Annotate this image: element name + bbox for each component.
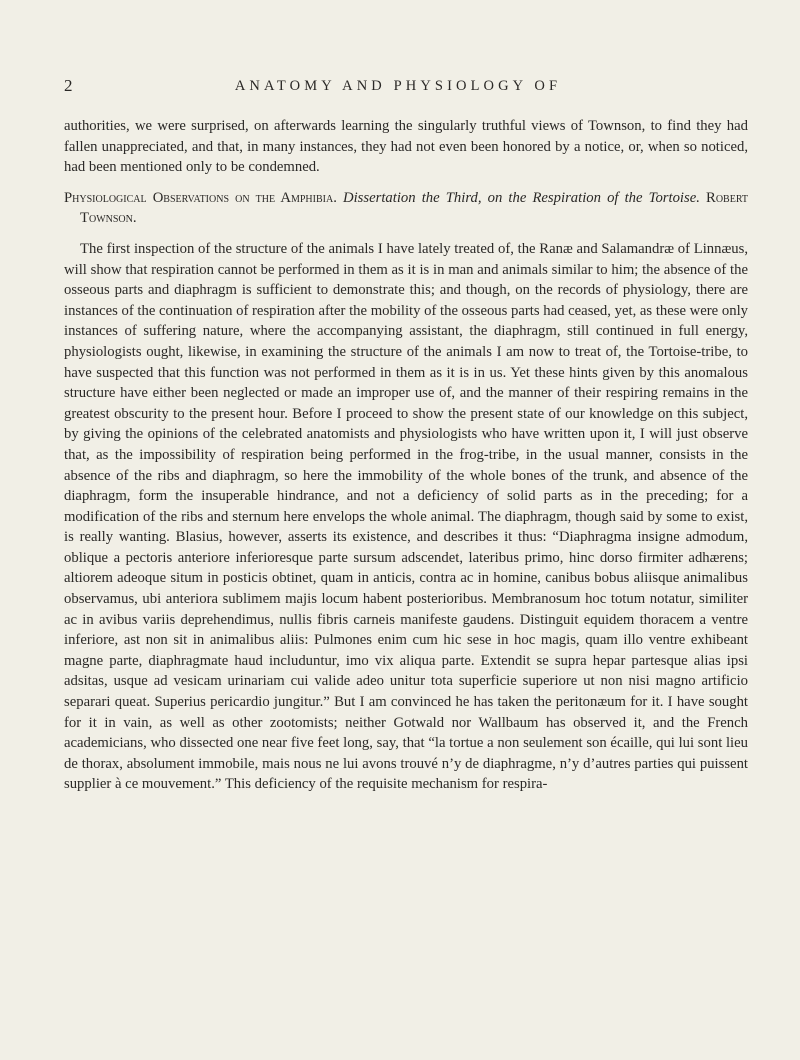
body-text [64, 116, 748, 795]
running-title: ANATOMY AND PHYSIOLOGY OF [234, 78, 562, 94]
running-head [64, 76, 744, 100]
intro-paragraph: authorities, we were surprised, on afterwards learning the singularly truthful views of Townson, to find they had fallen unappreciated, and that, in many instances, they had not even been honored by a notice, or, when so noticed, had been mentioned only to be condemned. [64, 118, 748, 176]
section-heading [64, 188, 748, 229]
main-paragraph: The first inspection of the structure of the animals I have lately treated of, the Ranæ and Salamandræ of Linnæus, will show that respiration cannot be performed in them as it is in man and animals similar to him; the absence of the osseous parts and diaphragm is sufficient to demonstrate this; and though, on the records of physiology, there are instances of the continuation of respiration after the mobility of the osseous parts had ceased, yet, as these were only instances of suffering nature, where the accompanying assistant, the diaphragm, still continued in full energy, physiologists ought, likewise, in examining the structure of the animals I am now to treat of, the Tortoise-tribe, to have suspected that this function was not performed in them as it is in us. Yet these hints given by this anomalous structure have either been neglected or made an improper use of, and the manner of their respiring remains in the greatest obscurity to the present hour. Before I proceed to show the present state of our knowledge on this subject, by giving the opinions of the celebrated anatomists and physiologists who have written upon it, I will just observe that, as the impossibility of respiration being performed in the frog-tribe, in the usual manner, consists in the absence of the ribs and diaphragm, so here the immobility of the whole bones of the trunk, and absence of the diaphragm, form the insuperable hindrance, and not a deficiency of solid parts as in the preceding; for a modification of the ribs and sternum here envelops the whole animal. The diaphragm, though said by some to exist, is really wanting. Blasius, however, asserts its existence, and describes it thus: “Diaphragma insigne admodum, oblique a pectoris anteriore inferioresque parte sursum adscendet, lateribus primo, hinc dorso firmiter adhærens; altiorem adeoque situm in posticis obtinet, quam in anticis, contra ac in homine, canibus bobus aliisque animalibus observamus, ubi anteriora sublimem majis locum habent posterioribus. Membranosum hoc totum notatur, similiter ac in avibus variis deprehendimus, nullis fibris carneis manifeste gaudens. Distinguit equidem thoracem a ventre inferiore, ast non sit in animalibus aliis: Pulmones enim cum hic sese in hoc magis, quam illo ventre exhibeant magne parte, diaphragmate haud includuntur, imo vix aliqua parte. Extendit se supra hepar partesque alias ipsi adsitas, usque ad vesicam urinariam cui valide adeo unitur tota superficie superiore ut non nisi magno artificio separari queat. Superius pericardio jungitur.” But I am convinced he has taken the peritonæum for it. I have sought for it in vain, as well as other zootomists; neither Gotwald nor Wallbaum has observed it, and the French academicians, who dissected one near five feet long, say, that “la tortue a non seulement son écaille, qui lui sont lieu de thorax, absolument immobile, mais nous ne lui avons trouvé n’y de diaphragme, n’y d’autres parties qui puissent supplier à ce mouvement.” This deficiency of the requisite mechanism for respira- [64, 240, 748, 793]
section-author: Robert Townson. [80, 189, 749, 227]
section-title: Physiological Observations on the Amphibia. [64, 189, 337, 206]
section-subtitle: Dissertation the Third, on the Respiration of the Tortoise. [342, 189, 700, 206]
page-number: 2 [64, 76, 73, 95]
